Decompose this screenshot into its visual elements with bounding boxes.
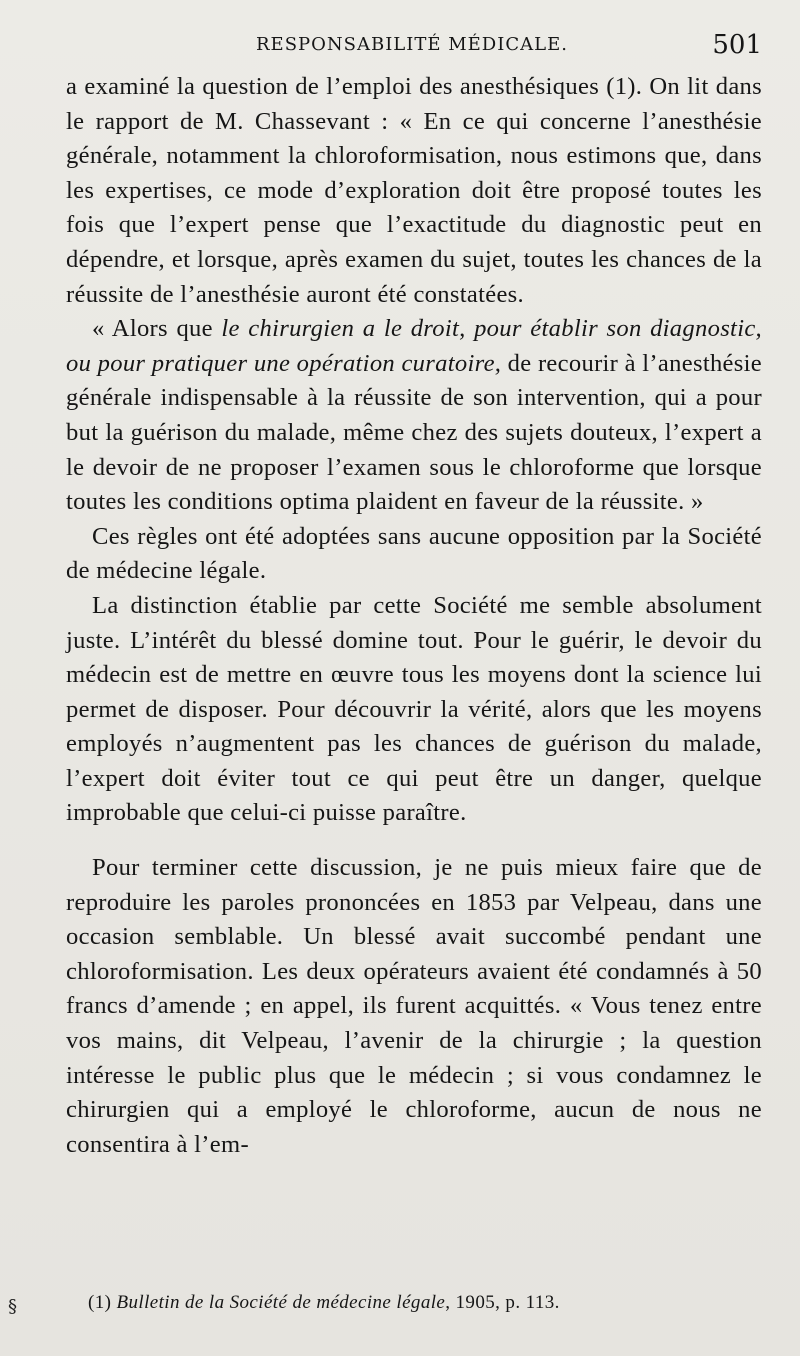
paragraph-1: a examiné la question de l’emploi des anesthésiques (1). On lit dans le rapport de M. Chassevant : « En ce qui concerne l’anesthésie générale, notamment la chloroformisation, nous estimons que, dans les expertises, ce mode d’exploration doit être proposé toutes les fois que l’expert pense que l’exactitude du diagnostic peut en dépendre, et lorsque, après examen du sujet, toutes les chances de la réussite de l’anesthésie auront été constatées. xyxy=(66,73,762,308)
paragraph-3: Ces règles ont été adoptées sans aucune opposition par la Société de médecine légale. xyxy=(66,522,762,585)
footnote-rest: , 1905, p. 113. xyxy=(445,1292,560,1313)
paragraph-2 xyxy=(66,312,762,520)
page-header xyxy=(66,30,762,70)
footnote-title: Bulletin de la Société de médecine légale xyxy=(116,1292,446,1313)
footnote xyxy=(88,1292,768,1314)
page-number: 501 xyxy=(712,30,762,60)
running-head: RESPONSABILITÉ MÉDICALE. xyxy=(256,34,568,55)
footnote-marker: (1) xyxy=(88,1292,112,1313)
paragraph-5: Pour terminer cette discussion, je ne puis mieux faire que de reproduire les paroles prononcées en 1853 par Velpeau, dans une occasion semblable. Un blessé avait succombé pendant une chloroformisation. Les deux opérateurs avaient été condamnés à 50 francs d’amende ; en appel, ils furent acquittés. « Vous tenez entre vos mains, dit Velpeau, l’avenir de la chirurgie ; la question intéresse le public plus que le médecin ; si vous condamnez le chirurgien qui a employé le chloroforme, aucun de nous ne consentira à l’em- xyxy=(66,854,762,1158)
paragraph-4: La distinction établie par cette Société me semble absolument juste. L’intérêt du blessé domine tout. Pour le guérir, le devoir du médecin est de mettre en œuvre tous les moyens dont la science lui permet de disposer. Pour découvrir la vérité, alors que les moyens employés n’augmentent pas les chances de guérison du malade, l’expert doit éviter tout ce qui peut être un danger, quelque improbable que celui-ci puisse paraître. xyxy=(66,591,762,827)
paragraph-2-lead: « Alors que xyxy=(92,315,222,343)
paragraph-2-italic: le chirurgien a le droit, pour établir son diagnostic, ou pour pratiquer une opération curatoire, xyxy=(66,315,762,377)
paragraph-2-rest: de recourir à l’anesthésie générale indispensable à la réussite de son intervention, qui a pour but la guérison du malade, même chez des sujets douteux, l’expert a le devoir de ne proposer l’examen sous le chloroforme que lorsque toutes les conditions optima plaident en faveur de la réussite. » xyxy=(66,349,762,516)
body-text xyxy=(66,70,762,1162)
margin-mark: § xyxy=(8,1296,17,1317)
